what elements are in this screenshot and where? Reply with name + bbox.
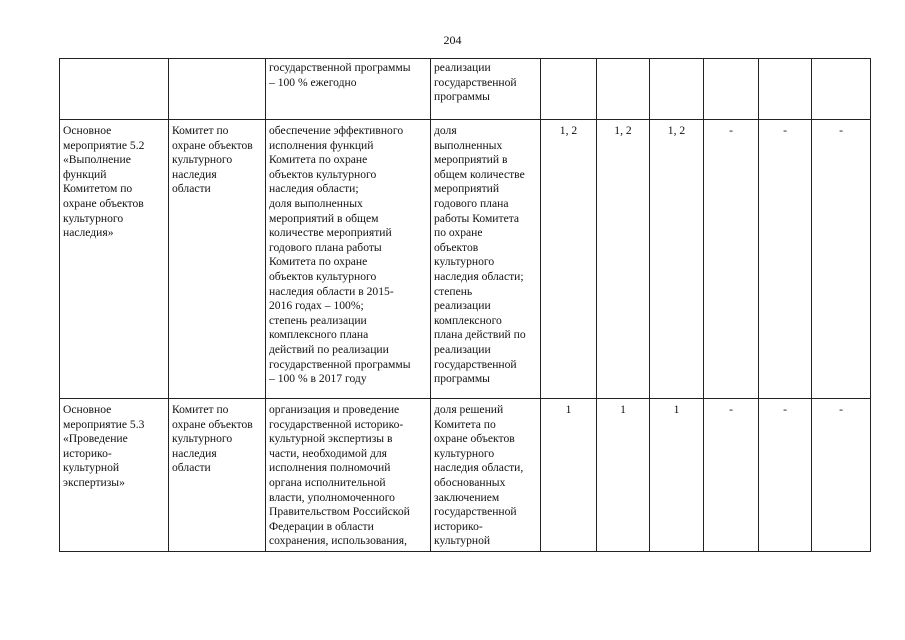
program-table — [59, 58, 871, 552]
result-cell: обеспечение эффективного исполнения функций Комитета по охране объектов культурного наследия области; доля выполненных мероприятий в общем количестве мероприятий годового плана работы Комитета по охране объектов культурного наследия области в 2015- 2016 годах – 100%; степень реализации комплексного плана действий по реализации государственной программы – 100 % в 2017 году — [266, 120, 431, 399]
value-cell: 1, 2 — [541, 120, 597, 399]
result-cell: организация и проведение государственной историко- культурной экспертизы в части, необходимой для исполнения полномочий органа исполнительной власти, уполномоченного Правительством Российской Федерации в области сохранения, использования, — [266, 399, 431, 552]
value-cell: 1 — [650, 399, 704, 552]
value-cell: 1 — [541, 399, 597, 552]
value-cell: - — [812, 399, 871, 552]
executor-cell: Комитет по охране объектов культурного наследия области — [169, 399, 266, 552]
value-cell — [650, 59, 704, 120]
indicator-cell: доля решений Комитета по охране объектов культурного наследия области, обоснованных заключением государственной историко- культурной — [431, 399, 541, 552]
table-row — [60, 399, 871, 552]
value-cell: - — [812, 120, 871, 399]
value-cell: - — [759, 399, 812, 552]
value-cell — [759, 59, 812, 120]
value-cell — [704, 59, 759, 120]
value-cell: - — [759, 120, 812, 399]
measure-cell: Основное мероприятие 5.3 «Проведение историко- культурной экспертизы» — [60, 399, 169, 552]
value-cell: 1, 2 — [650, 120, 704, 399]
value-cell: 1, 2 — [597, 120, 650, 399]
value-cell: - — [704, 120, 759, 399]
executor-cell — [169, 59, 266, 120]
value-cell — [812, 59, 871, 120]
result-cell: государственной программы – 100 % ежегодно — [266, 59, 431, 120]
value-cell — [541, 59, 597, 120]
indicator-cell: реализации государственной программы — [431, 59, 541, 120]
page-number: 204 — [443, 33, 462, 47]
indicator-cell: доля выполненных мероприятий в общем количестве мероприятий годового плана работы Комитета по охране объектов культурного наследия области; степень реализации комплексного плана действий по реализации государственной программы — [431, 120, 541, 399]
value-cell: - — [704, 399, 759, 552]
table-row — [60, 59, 871, 120]
table-row — [60, 120, 871, 399]
value-cell — [597, 59, 650, 120]
measure-cell — [60, 59, 169, 120]
value-cell: 1 — [597, 399, 650, 552]
measure-cell: Основное мероприятие 5.2 «Выполнение функций Комитетом по охране объектов культурного наследия» — [60, 120, 169, 399]
executor-cell: Комитет по охране объектов культурного наследия области — [169, 120, 266, 399]
